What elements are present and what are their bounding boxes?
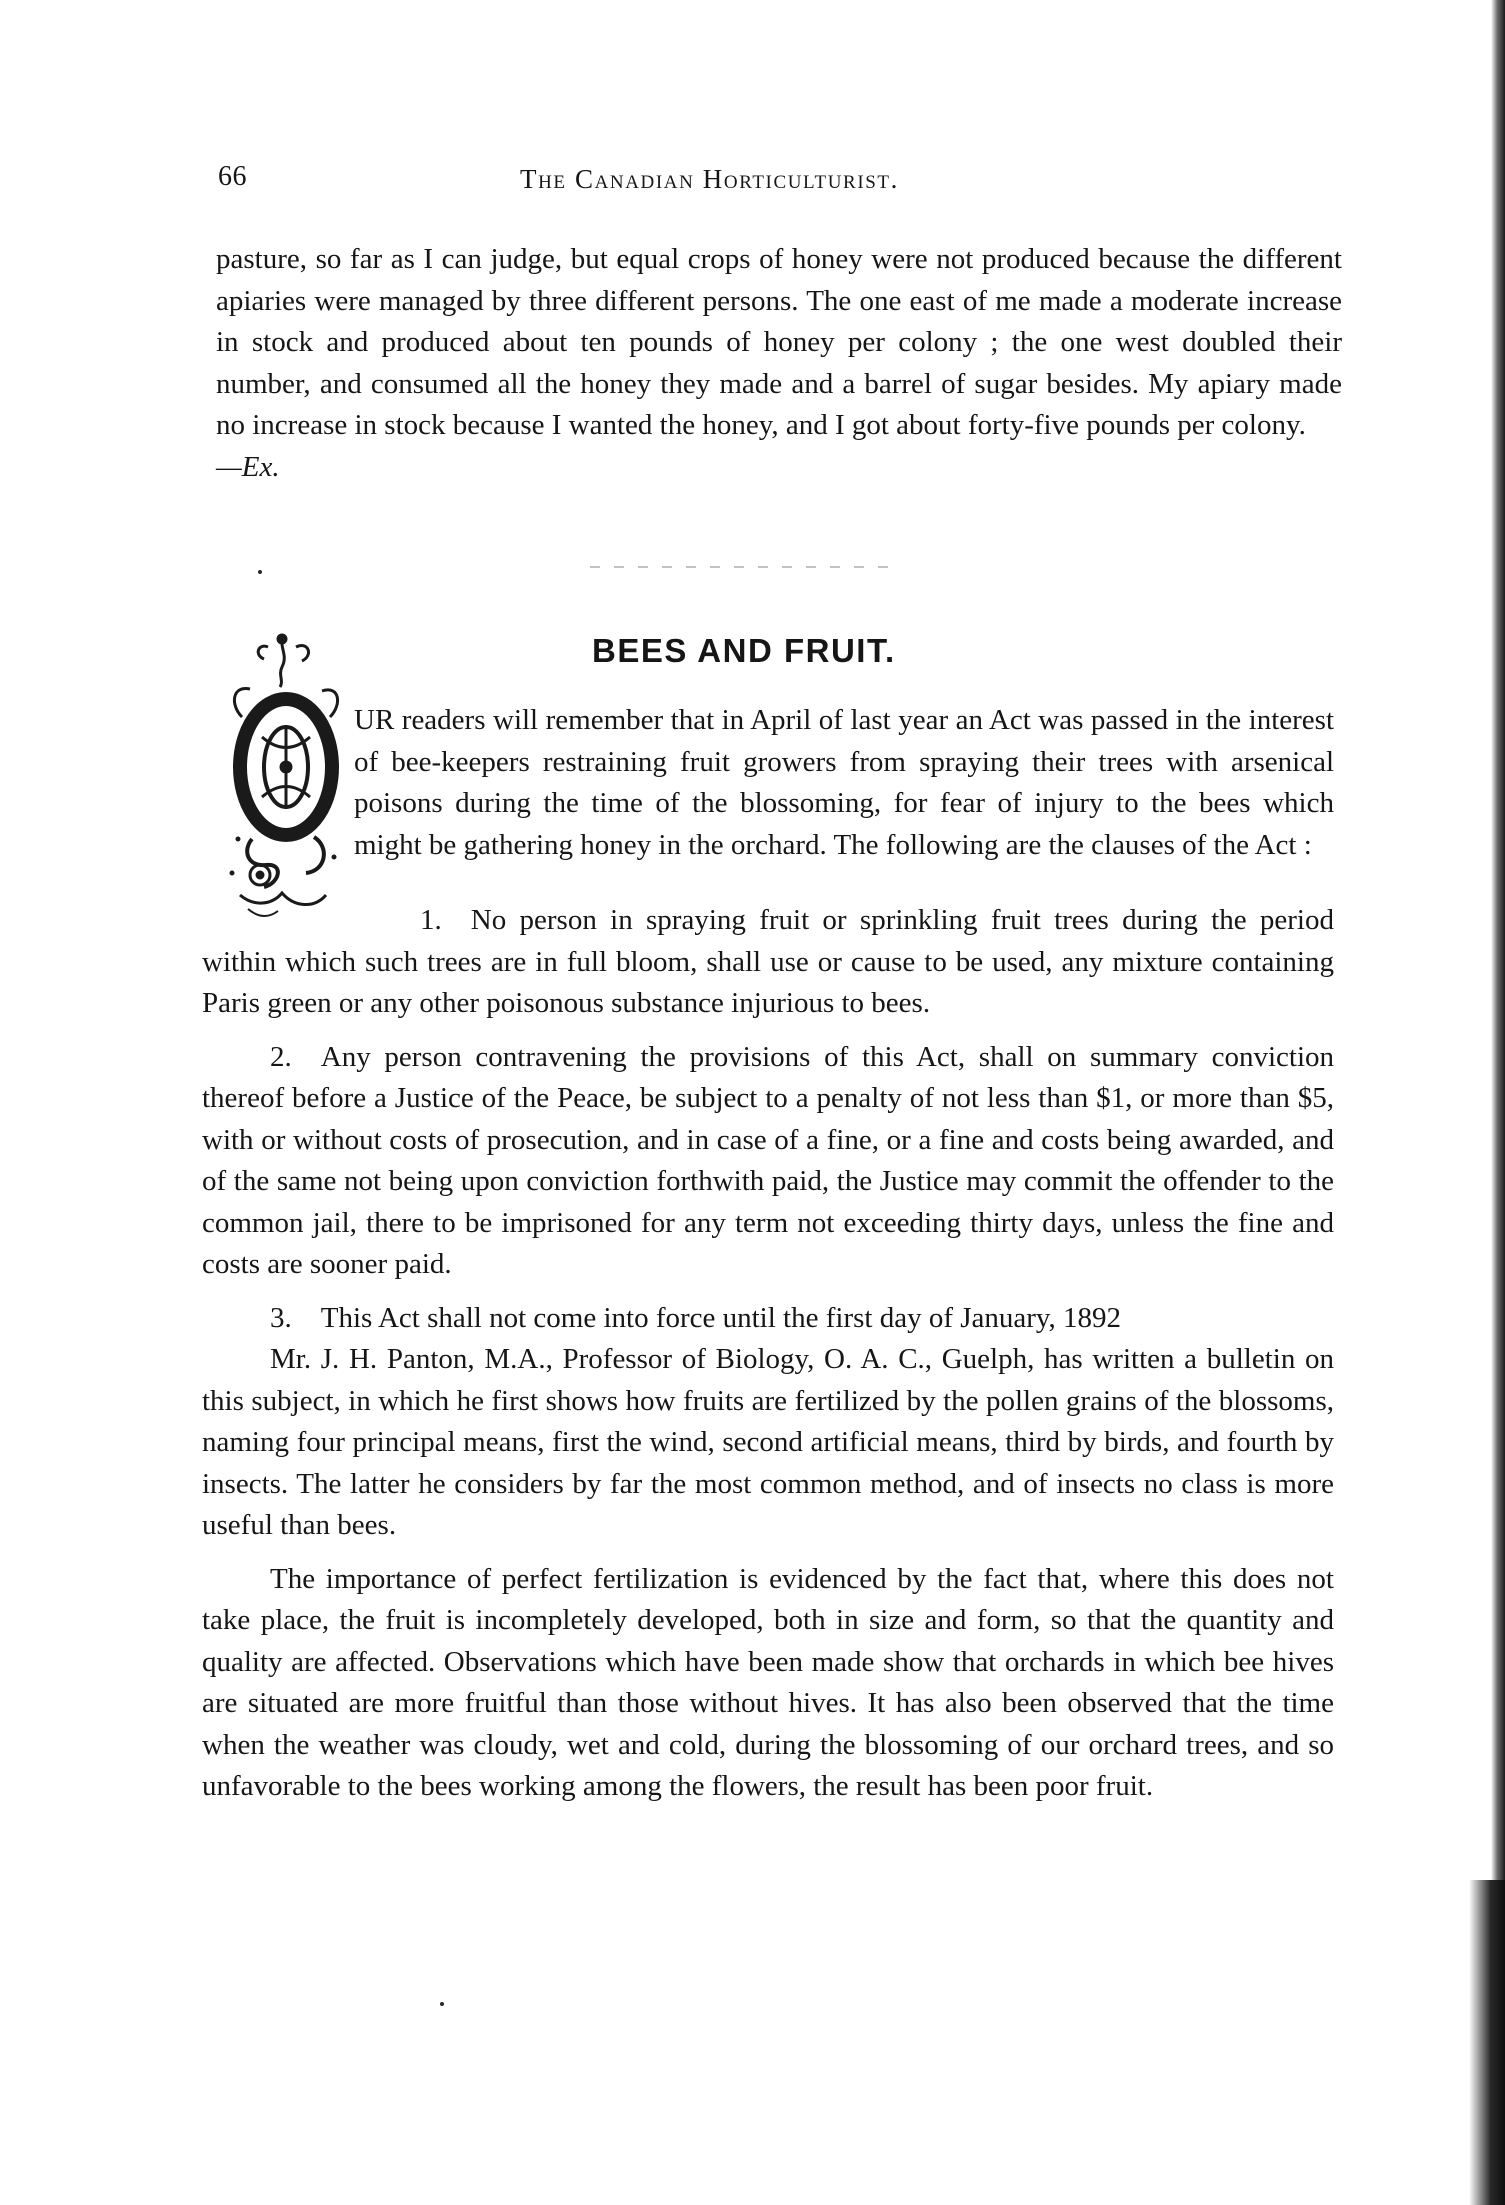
- running-head: The Canadian Horticulturist.: [520, 164, 899, 194]
- section-separator: [590, 566, 900, 568]
- page-edge-dark-corner: [1469, 1880, 1505, 2205]
- article-body: [202, 900, 1334, 1808]
- clause-number: 2.: [270, 1040, 292, 1073]
- print-speck: [258, 570, 262, 574]
- act-clause: [202, 1037, 1334, 1286]
- source-attribution: —Ex.: [216, 450, 280, 483]
- print-speck: [440, 2002, 444, 2006]
- body-paragraph: Mr. J. H. Panton, M.A., Professor of Biology, O. A. C., Guelph, has written a bulletin on this subject, in which he first shows how fruits are fertilized by the pollen grains of the blossoms, naming four principal means, first the wind, second artificial means, third by birds, and fourth by insects. The latter he considers by far the most common method, and of insects no class is more useful than bees.: [202, 1343, 1334, 1541]
- clause-number: 1.: [420, 904, 442, 936]
- clause-text: No person in spraying fruit or sprinkling fruit trees during the period within which such trees are in full bloom, shall use or cause to be used, any mixture containing Paris green or any other poisonous substance injurious to bees.: [202, 904, 1334, 1019]
- article-title: BEES AND FRUIT.: [592, 632, 896, 669]
- page-edge-shadow: [1491, 0, 1505, 2205]
- previous-article-text: pasture, so far as I can judge, but equal crops of honey were not produced because the different apiaries were managed by three different persons. The one east of me made a moderate increase in stock and produced about ten pounds of honey per colony ; the one west doubled their number, and consumed all the honey they made and a barrel of sugar besides. My apiary made no increase in stock because I wanted the honey, and I got about forty-five pounds per colony.: [216, 243, 1342, 441]
- body-paragraph: The importance of perfect fertilization is evidenced by the fact that, where this does not take place, the fruit is incompletely developed, both in size and form, so that the quantity and quality are affected. Observations which have been made show that orchards in which bee hives are situated are more fruitful than those without hives. It has also been observed that the time when the weather was cloudy, wet and cold, during the blossoming of our orchard trees, and so unfavorable to the bees working among the flowers, the result has been poor fruit.: [202, 1562, 1334, 1802]
- clause-text: This Act shall not come into force until the first day of January, 1892: [320, 1301, 1122, 1334]
- act-clause: [202, 1298, 1334, 1340]
- clause-number: 3.: [270, 1301, 292, 1334]
- previous-article-paragraph: [216, 239, 1342, 488]
- lead-paragraph: [354, 700, 1334, 866]
- previous-article-ending: [216, 239, 1342, 488]
- ornamental-drop-cap-icon: [222, 625, 350, 925]
- lead-paragraph-text: UR readers will remember that in April of last year an Act was passed in the interest of bee-keepers restraining fruit growers from spraying their trees with arsenical poisons during the time of the blossoming, for fear of injury to the bees which might be gathering honey in the orchard. The following are the clauses of the Act :: [354, 704, 1334, 861]
- clause-text: Any person contravening the provisions of this Act, shall on summary conviction thereof before a Justice of the Peace, be subject to a penalty of not less than $1, or more than $5, with or without costs of prosecution, and in case of a fine, or a fine and costs being awarded, and of the same not being upon conviction forthwith paid, the Justice may commit the offender to the common jail, there to be imprisoned for any term not exceeding thirty days, unless the fine and costs are sooner paid.: [202, 1040, 1334, 1280]
- act-clause: [202, 900, 1334, 1025]
- page-number: 66: [218, 161, 247, 192]
